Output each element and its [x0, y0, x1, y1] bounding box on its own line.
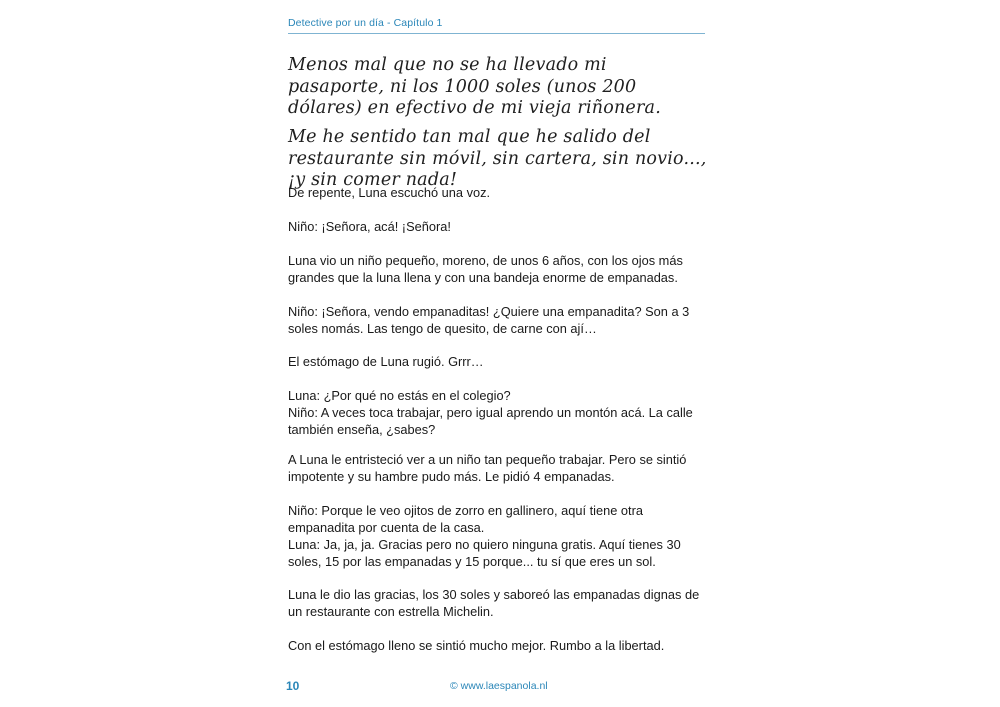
story-line: Niño: ¡Señora, vendo empanaditas! ¿Quiere una empanadita? Son a 3 soles nomás. Las tengo de quesito, de carne con ají…	[288, 304, 690, 336]
story-line: De repente, Luna escuchó una voz.	[288, 185, 491, 200]
story-line: Luna le dio las gracias, los 30 soles y saboreó las empanadas dignas de un restaurante con estrella Michelin.	[288, 587, 700, 619]
story-paragraph-4	[288, 303, 708, 337]
dialogue-luna: Luna: Ja, ja, ja. Gracias pero no quiero ninguna gratis. Aquí tienes 30 soles, 15 por las empanadas y 15 porque... tu sí que eres un sol.	[288, 537, 681, 569]
story-paragraph-10	[288, 637, 708, 654]
story-paragraph-3	[288, 252, 708, 286]
story-line: El estómago de Luna rugió. Grrr…	[288, 354, 484, 369]
story-line: Luna vio un niño pequeño, moreno, de unos 6 años, con los ojos más grandes que la luna llena y con una bandeja enorme de empanadas.	[288, 253, 683, 285]
story-line: A Luna le entristeció ver a un niño tan pequeño trabajar. Pero se sintió impotente y su hambre pudo más. Le pidió 4 empanadas.	[288, 452, 687, 484]
story-paragraph-2	[288, 218, 708, 235]
page-number: 10	[286, 679, 300, 693]
story-paragraph-5	[288, 353, 708, 370]
story-paragraph-1	[288, 184, 708, 201]
story-paragraph-9	[288, 586, 708, 620]
diary-paragraph-1: Menos mal que no se ha llevado mi pasaporte, ni los 1000 soles (unos 200 dólares) en efectivo de mi vieja riñonera.	[288, 55, 661, 118]
dialogue-nino: Niño: A veces toca trabajar, pero igual aprendo un montón acá. La calle también enseña, ¿sabes?	[288, 405, 693, 437]
story-line: Niño: ¡Señora, acá! ¡Señora!	[288, 219, 451, 234]
dialogue-nino: Niño: Porque le veo ojitos de zorro en gallinero, aquí tiene otra empanadita por cuenta de la casa.	[288, 503, 643, 535]
story-paragraph-6	[288, 387, 708, 438]
chapter-header: Detective por un día - Capítulo 1	[288, 17, 443, 29]
story-paragraph-8	[288, 502, 708, 570]
story-paragraph-7	[288, 451, 708, 485]
footer-website: © www.laespanola.nl	[450, 680, 548, 692]
header-divider	[288, 33, 705, 34]
story-line: Con el estómago lleno se sintió mucho mejor. Rumbo a la libertad.	[288, 638, 665, 653]
diary-paragraph-2: Me he sentido tan mal que he salido del restaurante sin móvil, sin cartera, sin novio..., ¡y sin comer nada!	[288, 127, 707, 190]
dialogue-luna: Luna: ¿Por qué no estás en el colegio?	[288, 388, 511, 403]
